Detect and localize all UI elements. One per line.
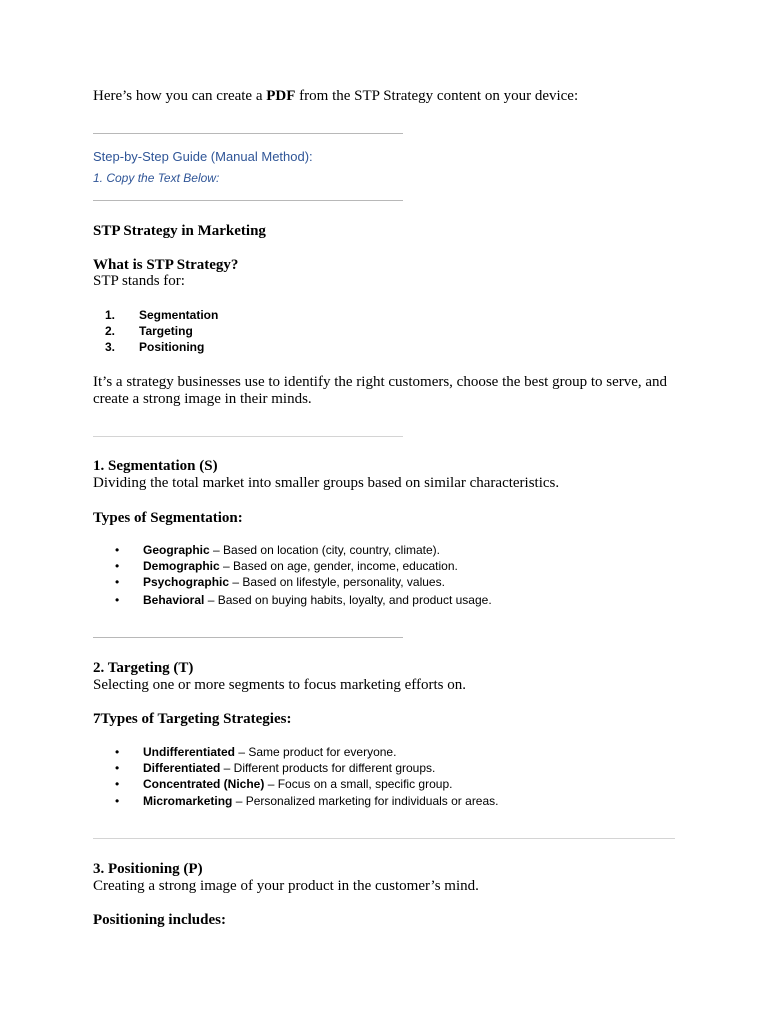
bullet-icon: • — [115, 575, 120, 589]
list-item — [93, 307, 218, 323]
item-term: Micromarketing — [143, 794, 233, 808]
list-number: 1. — [104, 308, 115, 322]
item-description: – Based on lifestyle, personality, values. — [229, 575, 445, 589]
what-heading: What is STP Strategy? — [93, 257, 239, 273]
divider — [93, 133, 403, 134]
divider — [93, 436, 403, 437]
item-description: – Focus on a small, specific group. — [264, 777, 453, 791]
item-description: – Based on buying habits, loyalty, and product usage. — [204, 593, 492, 607]
list-item — [115, 574, 445, 590]
guide-heading: Step-by-Step Guide (Manual Method): — [93, 149, 313, 164]
item-term: Differentiated — [143, 761, 221, 775]
segmentation-types-heading: Types of Segmentation: — [93, 510, 243, 526]
intro-text-before: Here’s how you can create a — [93, 88, 267, 104]
targeting-description: Selecting one or more segments to focus marketing efforts on. — [93, 677, 466, 693]
stands-for-text: STP stands for: — [93, 273, 185, 289]
item-description: – Based on age, gender, income, education. — [219, 559, 458, 573]
intro-text-bold: PDF — [266, 88, 296, 104]
bullet-icon: • — [115, 593, 120, 607]
positioning-includes-heading: Positioning includes: — [93, 912, 226, 928]
bullet-icon: • — [115, 761, 120, 775]
list-item — [115, 744, 396, 760]
positioning-description: Creating a strong image of your product in the customer’s mind. — [93, 878, 479, 894]
list-item — [93, 323, 193, 339]
list-number: 2. — [104, 324, 115, 338]
bullet-icon: • — [115, 745, 120, 759]
segmentation-description: Dividing the total market into smaller groups based on similar characteristics. — [93, 475, 560, 491]
guide-step: 1. Copy the Text Below: — [93, 171, 220, 185]
list-item — [115, 793, 499, 809]
item-description: – Same product for everyone. — [235, 745, 397, 759]
document-title: STP Strategy in Marketing — [93, 223, 266, 239]
list-label: Segmentation — [139, 308, 219, 322]
positioning-heading: 3. Positioning (P) — [93, 861, 203, 877]
segmentation-heading: 1. Segmentation (S) — [93, 458, 218, 474]
item-term: Demographic — [143, 559, 220, 573]
item-description: – Based on location (city, country, climate). — [209, 543, 441, 557]
divider — [93, 838, 675, 839]
item-term: Concentrated (Niche) — [143, 777, 265, 791]
list-label: Targeting — [139, 324, 193, 338]
item-term: Psychographic — [143, 575, 230, 589]
item-term: Behavioral — [143, 593, 205, 607]
list-item — [115, 592, 492, 608]
item-term: Undifferentiated — [143, 745, 236, 759]
list-number: 3. — [104, 340, 115, 354]
bullet-icon: • — [115, 794, 120, 808]
list-label: Positioning — [139, 340, 205, 354]
list-item — [115, 776, 452, 792]
item-description: – Personalized marketing for individuals or areas. — [232, 794, 499, 808]
targeting-types-heading: 7Types of Targeting Strategies: — [93, 711, 292, 727]
summary-paragraph: It’s a strategy businesses use to identify the right customers, choose the best group to serve, and create a strong image in their minds. — [93, 374, 668, 407]
divider — [93, 200, 403, 201]
bullet-icon: • — [115, 777, 120, 791]
list-item — [115, 760, 435, 776]
divider — [93, 637, 403, 638]
intro-line — [93, 88, 578, 105]
intro-text-after: from the STP Strategy content on your device: — [295, 88, 579, 104]
list-item — [115, 542, 440, 558]
item-description: – Different products for different groups. — [220, 761, 436, 775]
item-term: Geographic — [143, 543, 210, 557]
bullet-icon: • — [115, 543, 120, 557]
list-item — [115, 558, 458, 574]
targeting-heading: 2. Targeting (T) — [93, 660, 194, 676]
list-item — [93, 339, 204, 355]
bullet-icon: • — [115, 559, 120, 573]
